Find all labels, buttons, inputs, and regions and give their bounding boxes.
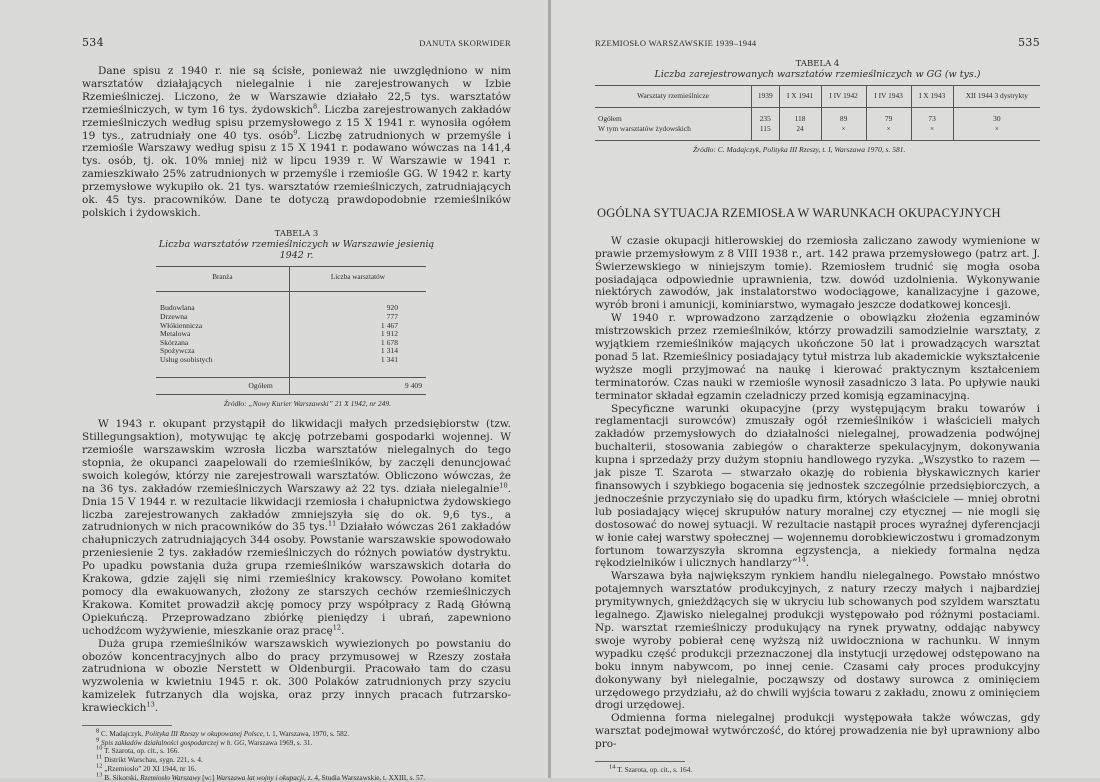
footnote: 12 „Rzemiosło” 20 XI 1944, nr 16. — [96, 762, 197, 773]
left-page — [0, 0, 549, 782]
table-row: Skórzana 1 678 — [156, 339, 426, 348]
left-page-header — [82, 36, 511, 49]
table-row: Spożywcza 1 314 — [156, 347, 426, 356]
table-subtitle: Liczba zarejestrowanych warsztatów rzemieślniczych w GG (w tys.) — [654, 69, 981, 80]
table-col-header: XII 1944 3 dystrykty — [953, 86, 1040, 108]
table-total-row: Ogółem 9 409 — [156, 377, 426, 395]
paragraph: Duża grupa rzemieślników warszawskich wywiezionych po powstaniu do obozów koncentracyjnych albo do pracy przymusowej w Rzeszy została zatrudniona w obozie Nerstett w Oldenburgii. Pracowało tam do czasu wyzwolenia w kwietniu 1945 r. ok. 300 Polaków zatrudnionych przy szyciu kamizelek futrzanych dla wojska, oraz przy innych pracach futrzarsko-krawieckich$^{13}$. — [82, 637, 511, 715]
table-col-header: I IV 1943 — [866, 86, 911, 108]
table-header-count: Liczba warsztatów — [289, 266, 426, 292]
table-col-header: I IV 1942 — [821, 86, 866, 108]
table-row: Budowlana 920 — [156, 304, 426, 313]
table-col-header: 1939 — [752, 86, 780, 108]
right-body — [595, 235, 1040, 751]
left-body — [82, 65, 511, 715]
table-source: Źródło: C. Madajczyk, Polityka III Rzeszy, t. I, Warszawa 1970, s. 581. — [693, 144, 906, 154]
table-row: Drzewna 777 — [156, 313, 426, 322]
table-3 — [156, 266, 426, 395]
paragraph: Warszawa była największym rynkiem handlu nielegalnego. Powstało mnóstwo potajemnych warsztatów produkcyjnych, z natury rzeczy małych i najbardziej prymitywnych, gnieżdżących się w ukryciu lub schowanych pod szyldem warsztatu legalnego. Zjawisko nielegalnej produkcji występowało pod różnymi postaciami. Np. warsztat rzemieślniczy produkujący na rynek prywatny, oddając nabywcy swoje wyroby pobierał cenę wyższą niż uwidoczniona w rachunku. W innym wypadku część produkcji przeznaczonej dla instytucji urzędowej odstępowano na boku innym nabywcom, po innej cenie. Czasami cały proces produkcyjny dokonywany był nielegalnie, począwszy od dostawy surowca z ominięciem urzędowego przydziału, aż do chwili wyjścia towaru z zakładu, znowu z ominięciem drogi urzędowej. — [595, 570, 1040, 712]
table-row: Usług osobistych 1 341 — [156, 356, 426, 365]
right-page-header — [595, 36, 1040, 49]
paragraph: W 1943 r. okupant przystąpił do likwidacji małych przedsiębiorstw (tzw. Stillegungsaktion), motywując tę akcję potrzebami gospodarki wojennej. W rzemiośle warszawskim wzrosła liczba warsztatów nielegalnych do tego stopnia, że okupanci zaapelowali do rzemieślników, by zaczęli denuncjować swoich kolegów, którzy nie zarejestrowali warsztatów. Obliczono wówczas, że na 36 tys. zakładów rzemieślniczych Warszawy aż 22 tys. działa nielegalnie$^{10}$. Dnia 15 V 1944 r. w rezultacie likwidacji rzemiosła i chałupnictwa żydowskiego liczba zarejestrowanych zakładów zmniejszyła się do ok. 9,6 tys., a zatrudnionych w nich pracowników do 35 tys.$^{11}$ Działało wówczas 261 zakładów chałupniczych zatrudniających 344 osoby. Powstanie warszawskie spowodowało przeniesienie 2 tys. zakładów rzemieślniczych do różnych powiatów dystryktu. Po upadku powstania duża grupa rzemieślników warszawskich dotarła do Krakowa, gdzie zajęli się nimi rzemieślnicy krakowscy. Powołano komitet pomocy dla ewakuowanych, złożony ze starszych cechów rzemieślniczych Krakowa. Komitet prowadził akcję pomocy przy współpracy z Radą Główną Opiekuńczą. Przeprowadzano zbiórkę pieniędzy i ubrań, zapewniono uchodźcom wyżywienie, mieszkanie oraz pracę$^{12}$. — [82, 418, 511, 637]
table-header-branch: Branża — [156, 266, 289, 292]
table-col-header: I X 1943 — [911, 86, 953, 108]
paragraph: W 1940 r. wprowadzono zarządzenie o obowiązku złożenia egzaminów mistrzowskich przez rzemieślników, którzy prowadzili samodzielnie warsztaty, z wyjątkiem rzemieślników mających ukończone 50 lat i prowadzących warsztat ponad 5 lat. Rzemieślnicy posiadający tytuł mistrza lub akademickie wykształcenie wyższe mogli przyjmować na naukę i kierować praktycznym kształceniem terminatorów. Czas nauki w rzemiośle wynosił zasadniczo 3 lata. Po upływie nauki terminator składał egzamin czeladniczy przed komisją egzaminacyjną. — [595, 312, 1040, 402]
paragraph: Specyficzne warunki okupacyjne (przy występującym braku towarów i reglamentacji surowców) zmuszały ogół rzemieślników i właścicieli małych zakładów przemysłowych do działalności nielegalnej, prowadzenia podwójnej buchalterii, stosowania zabiegów o charakterze spekulacyjnym, dokonywania kupna i sprzedaży przy dużym stopniu handlowego ryzyka. „Wszystko to razem — jak pisze T. Szarota — stwarzało okazję do robienia błyskawicznych karier finansowych i szybkiego bogacenia się jednostek szczególnie przedsiębiorczych, a jednocześnie przyczyniało się do upadku firm, których właściciele — mniej obrotni lub posiadający więcej skrupułów natury moralnej czy etycznej — nie mogli się dostosować do nowej sytuacji. W rezultacie nastąpił proces wyraźnej dyferencjacji w łonie całej warstwy społecznej — wojennemu dorobkiewiczostwu i gromadzonym fortunom towarzyszyła skromna egzystencja, a niekiedy formalna nędza rękodzielników i ulicznych handlarzy”$^{14}$. — [595, 402, 1040, 570]
paragraph: W czasie okupacji hitlerowskiej do rzemiosła zaliczano zawody wymienione w prawie przemysłowym z 8 VIII 1938 r., art. 142 prawa przemysłowego (patrz art. J. Świerzewskiego w niniejszym tomie). Rzemiosłem trudnić się mogła osoba posiadająca odpowiednie uprawnienia, tzw. dowód uzdolnienia. Wykonywanie niektórych zawodów, jak instalatorstwo wodociągowe, kanalizacyjne i gazowe, wyrób broni i amunicji, kominiarstwo, wymagało jeszcze dodatkowej koncesji. — [595, 234, 1040, 312]
page-number: 534 — [82, 36, 104, 49]
paragraph: Odmienna forma nielegalnej produkcji występowała także wówczas, gdy warsztat podejmował wytwórczość, do której prowadzenia nie był uprawniony albo pro- — [595, 712, 1040, 751]
table-source: Źródło: „Nowy Kurier Warszawski” 21 X 1942, nr 249. — [223, 399, 391, 409]
table-row: Włókiennicza 1 467 — [156, 322, 426, 331]
page-number: 535 — [1018, 36, 1040, 49]
table-header-label: Warsztaty rzemieślnicze — [595, 86, 752, 108]
running-head: RZEMIOSŁO WARSZAWSKIE 1939–1944 — [595, 38, 757, 48]
running-head: DANUTA SKORWIDER — [419, 38, 511, 48]
table-row: Ogółem 235 118 89 79 73 30 — [595, 107, 1040, 124]
footnote: 11 Distrikt Warschau, sygn. 221, s. 4. — [96, 753, 203, 765]
footnote: 13 B. Sikorski, Rzemiosło Warszawy [w:] Warszawa lat wojny i okupacji, z. 4, Studia Warszawskie, t. XXIII, s. 57. — [96, 771, 426, 782]
table-4 — [595, 85, 1040, 141]
table-col-header: I X 1941 — [779, 86, 821, 108]
footnote: 8 C. Madajczyk, Polityka III Rzeszy w okupowanej Polsce, t. 1, Warszawa, 1970, s. 582. — [96, 727, 350, 739]
paragraph: Dane spisu z 1940 r. nie są ścisłe, ponieważ nie uwzględniono w nim warsztatów działających nielegalnie i nie zarejestrowanych w Izbie Rzemieślniczej. Liczono, że w Warszawie działało 22,5 tys. warsztatów rzemieślniczych, w tym 16 tys. żydowskich$^8$. Liczba zarejestrowanych zakładów rzemieślniczych według spisu przemysłowego z 15 X 1941 r. wynosiła ogółem 19 tys., zatrudniały one 40 tys. osób$^9$. Liczbę zatrudnionych w przemyśle i rzemiośle Warszawy według spisu z 15 X 1941 r. podawano wówczas na 141,4 tys. osób, tj. ok. 10% mniej niż w lipcu 1939 r. W Warszawie w 1941 r. zamieszkiwało 25% zatrudnionych w przemyśle i rzemiośle GG. W 1942 r. karty przemysłowe wykupiło ok. 21 tys. warsztatów rzemieślniczych, zatrudniających ok. 45 tys. pracowników. Dane te dotyczą prawdopodobnie rzemieślników polskich i żydowskich. — [82, 65, 512, 219]
footnote-rule — [595, 761, 685, 762]
footnotes — [595, 763, 1040, 775]
footnote: 10 T. Szarota, op. cit., s. 166. — [96, 745, 180, 756]
table-caption: TABELA 4 — [795, 59, 840, 69]
table-subtitle: Liczba warsztatów rzemieślniczych w Warszawie jesienią 1942 r. — [158, 238, 435, 261]
table-caption: TABELA 3 — [274, 228, 319, 239]
footnote: 9 Spis zakładów działalności gospodarczej w b. GG, Warszawa 1969, s. 31. — [96, 736, 313, 747]
footnote-rule — [82, 725, 172, 726]
section-title: OGÓLNA SYTUACJA RZEMIOSŁA W WARUNKACH OKUPACYJNYCH — [597, 205, 1001, 220]
right-page — [551, 0, 1100, 778]
footnote: 14 T. Szarota, op. cit., s. 164. — [609, 763, 693, 775]
table-row: W tym warsztatów żydowskich 115 24 × × × × — [595, 124, 1040, 140]
table-row: Metalowa 1 912 — [156, 330, 426, 339]
footnotes — [82, 727, 511, 782]
